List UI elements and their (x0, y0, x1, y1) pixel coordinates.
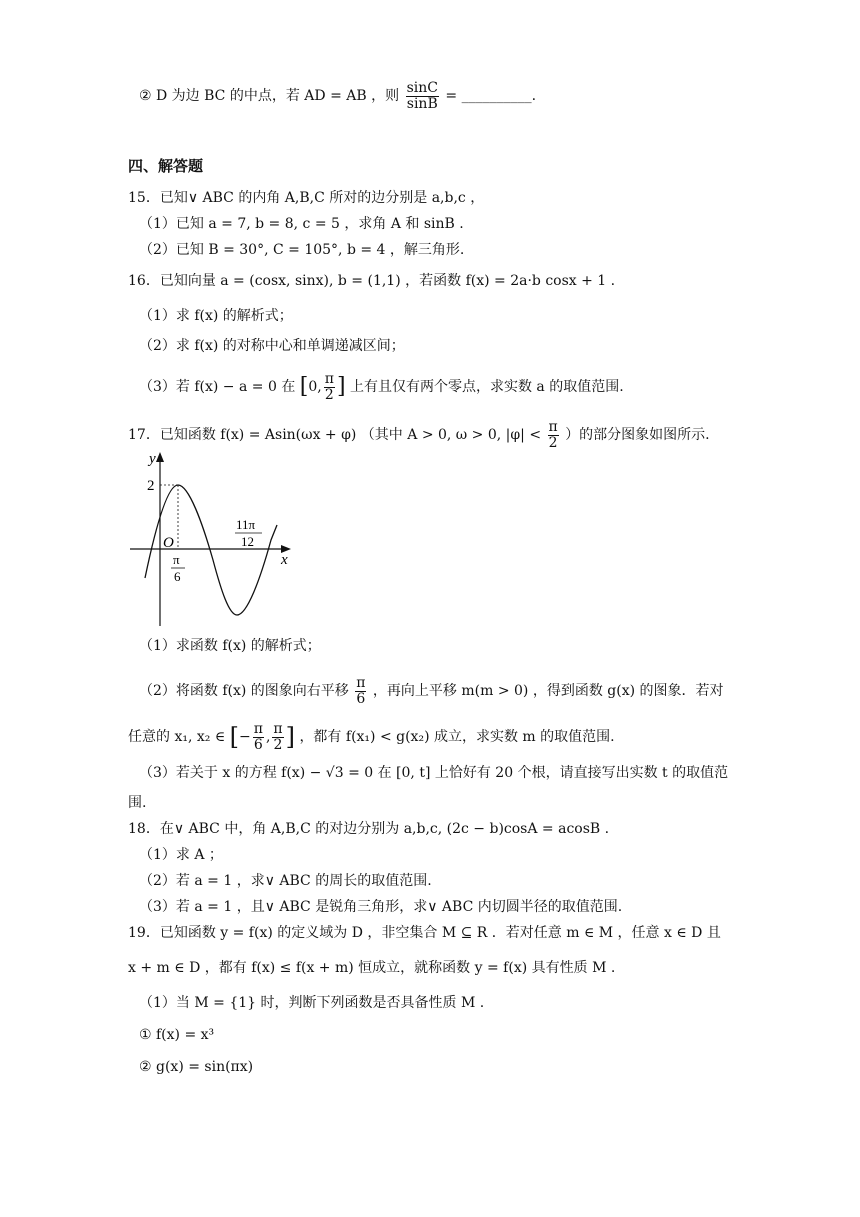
q17-function-graph (125, 450, 300, 628)
fraction-numerator: π (324, 371, 334, 387)
q16-part-3: （3）若 f(x) − a = 0 在 [0, $\frac{\pi}{2}$ ] 上有且仅有两个零点，求实数 a 的取值范围. (139, 371, 624, 403)
section-title: 四、解答题 (128, 157, 204, 175)
y-axis-arrow (156, 452, 164, 462)
q17-part-2-pre: （2）将函数 f(x) 的图象向右平移 (139, 683, 349, 700)
q15-part-2: （2）已知 B = 30°, C = 105°, b = 4 ，解三角形. (139, 242, 465, 258)
fraction-denominator: 6 (253, 736, 263, 753)
q14-item-2 (139, 81, 536, 111)
q18-part-2: （2）若 a = 1 ，求∨ ABC 的周长的取值范围. (139, 873, 432, 889)
x-label: x (281, 552, 288, 568)
fraction-pi-over-2 (324, 372, 335, 402)
q16-stem: 16．已知向量 a = (cosx, sinx), b = (1,1) ，若函数 f(x) = 2a·b cosx + 1 . (128, 273, 616, 289)
fraction-numerator: π (273, 721, 283, 737)
q17-part-2 (139, 676, 724, 706)
fraction-pi-over-6 (253, 722, 264, 752)
q17-stem (128, 420, 710, 450)
q19-function-1: ① f(x) = x³ (139, 1027, 215, 1043)
fraction-denominator: sinB (406, 95, 438, 112)
fraction-denominator: 2 (324, 386, 334, 403)
q14-item-2-text: ② D 为边 BC 的中点，若 AD = AB ，则 (139, 88, 400, 105)
q17-part-3: （3）若关于 x 的方程 f(x) − √3 = 0 在 [0, t] 上恰好有 20 个根，请直接写出实数 t 的取值范 (139, 765, 729, 781)
q19-part-1: （1）当 M = {1} 时，判断下列函数是否具备性质 M . (139, 995, 485, 1011)
q16-part-3-post: 上有且仅有两个零点，求实数 a 的取值范围. (349, 379, 624, 396)
fraction-denominator: 6 (356, 690, 366, 707)
q17-part-2-cont: 任意的 x₁, x₂ ∈ [− $\frac{\pi}{6}$ , $\frac{\pi}{2}$ ] ，都有 f(x₁) < g(x₂) 成立，求实数 m 的取值范围. (128, 721, 615, 753)
q18-part-1: （1）求 A ； (139, 847, 223, 863)
q14-answer-blank: = __________. (445, 88, 537, 105)
q19-stem-cont: x + m ∈ D ，都有 f(x) ≤ f(x + m) 恒成立，就称函数 y = f(x) 具有性质 M . (128, 960, 616, 976)
origin-label: O (163, 535, 174, 551)
minus-sign: − (239, 729, 251, 746)
fraction-denominator: 2 (273, 736, 283, 753)
q17-part-3-cont: 围. (128, 795, 147, 811)
q17-part-2-post: ，再向上平移 m(m > 0) ，得到函数 g(x) 的图象．若对 (372, 683, 724, 700)
fraction-pi-over-6 (355, 676, 366, 706)
fraction-pi-over-2 (272, 722, 283, 752)
q17-stem-post: ）的部分图象如图所示. (565, 427, 710, 444)
tick-pi6-den: 6 (174, 569, 181, 584)
q16-part-3-pre: （3）若 f(x) − a = 0 在 (139, 379, 296, 396)
q17-part-2-cont-pre: 任意的 x₁, x₂ ∈ (128, 729, 226, 746)
q15-part-1: （1）已知 a = 7, b = 8, c = 5 ，求角 A 和 sinB . (139, 216, 464, 232)
interval-left: 0, (308, 379, 322, 396)
tick-pi6-num: π (173, 552, 180, 567)
max-value-label: 2 (147, 478, 155, 494)
fraction-numerator: sinC (406, 80, 438, 96)
q17-stem-pre: 17．已知函数 f(x) = Asin(ωx + φ) （其中 A > 0, ω > 0, |φ| < (128, 427, 542, 444)
comma: , (265, 729, 271, 746)
q16-part-2: （2）求 f(x) 的对称中心和单调递减区间； (139, 338, 405, 354)
fraction-denominator: 2 (548, 434, 558, 451)
fraction-sinC-over-sinB (406, 81, 439, 111)
fraction-numerator: π (253, 721, 263, 737)
fraction-numerator: π (356, 675, 366, 691)
y-label: y (149, 451, 156, 467)
q17-part-2-cont-post: ，都有 f(x₁) < g(x₂) 成立，求实数 m 的取值范围. (299, 729, 615, 746)
tick-11pi12-num: 11π (236, 517, 256, 532)
q17-part-1: （1）求函数 f(x) 的解析式； (139, 638, 321, 654)
fraction-numerator: π (548, 419, 558, 435)
q19-function-2: ② g(x) = sin(πx) (139, 1059, 254, 1075)
fraction-pi-over-2 (548, 420, 559, 450)
q18-part-3: （3）若 a = 1 ，且∨ ABC 是锐角三角形，求∨ ABC 内切圆半径的取值范围. (139, 899, 623, 915)
tick-11pi12-den: 12 (241, 534, 254, 549)
q18-stem: 18．在∨ ABC 中，角 A,B,C 的对边分别为 a,b,c, (2c − b)cosA = acosB . (128, 821, 610, 837)
q15-stem: 15．已知∨ ABC 的内角 A,B,C 所对的边分别是 a,b,c ， (128, 190, 485, 206)
q19-stem: 19．已知函数 y = f(x) 的定义域为 D ，非空集合 M ⊆ R ．若对任意 m ∈ M ，任意 x ∈ D 且 (128, 925, 721, 941)
q16-part-1: （1）求 f(x) 的解析式； (139, 308, 293, 324)
